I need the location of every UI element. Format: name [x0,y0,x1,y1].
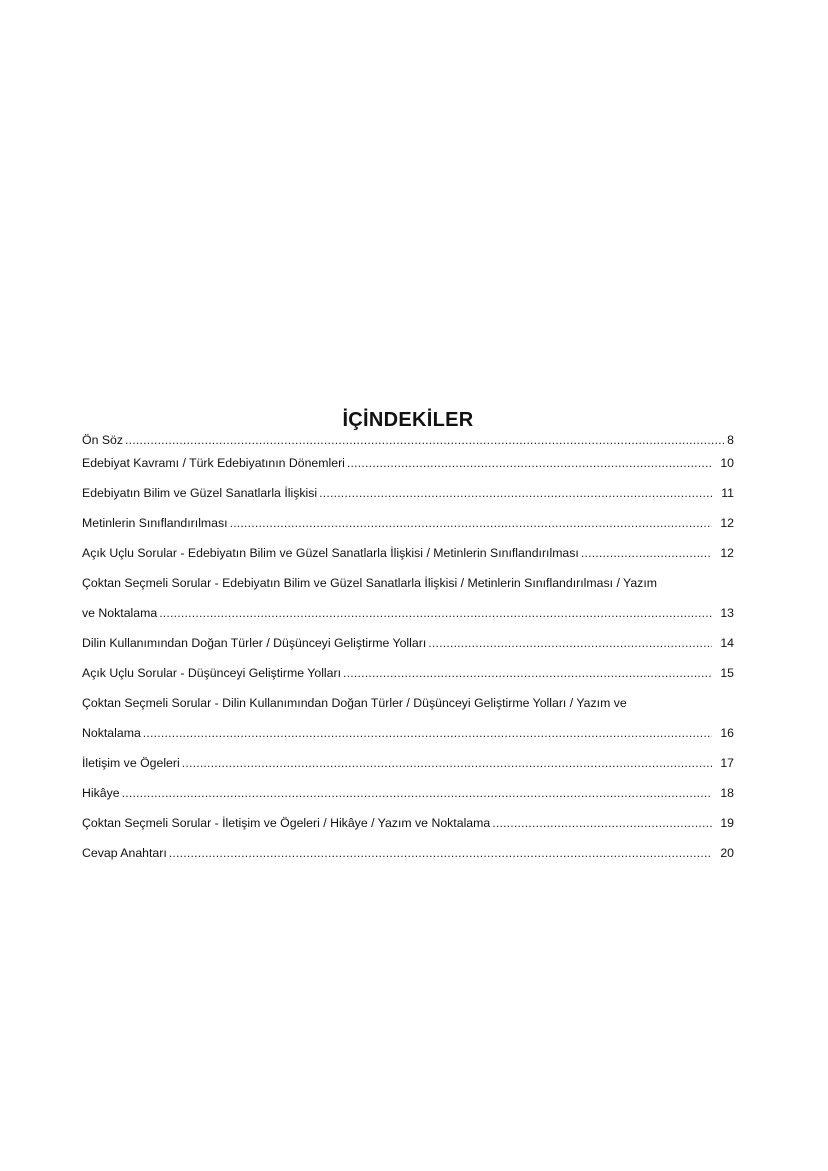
toc-entry-label: Edebiyat Kavramı / Türk Edebiyatının Dönemleri [82,456,345,470]
toc-entry-label: Noktalama [82,726,141,740]
toc-entry-cevap-anahtari[interactable] [82,838,734,868]
toc-entry-bilim-guzel-sanatlar[interactable] [82,478,734,508]
dot-leader [169,838,712,868]
toc-entry-page: 20 [720,846,734,860]
toc-entry-label: Açık Uçlu Sorular - Edebiyatın Bilim ve Güzel Sanatlarla İlişkisi / Metinlerin Sınıflandırılması [82,546,579,560]
toc-entry-page: 15 [720,666,734,680]
toc-entry-page: 10 [720,456,734,470]
toc-entry-page: 19 [720,816,734,830]
dot-leader [159,598,712,628]
toc-entry-on-soz[interactable] [82,432,734,448]
toc-entry-page: 17 [720,756,734,770]
toc-entry-coktan-secmeli-2[interactable] [82,688,734,748]
toc-entry-label: Metinlerin Sınıflandırılması [82,516,228,530]
toc-entry-page: 13 [720,606,734,620]
toc-entry-coktan-secmeli-3[interactable] [82,808,734,838]
dot-leader [319,478,712,508]
toc-entry-page: 14 [720,636,734,650]
dot-leader [581,538,712,568]
dot-leader [182,748,712,778]
toc-entry-label-line1: Çoktan Seçmeli Sorular - Dilin Kullanımından Doğan Türler / Düşünceyi Geliştirme Yolları / Yazım ve [82,696,627,710]
toc-entry-label-line1: Çoktan Seçmeli Sorular - Edebiyatın Bilim ve Güzel Sanatlarla İlişkisi / Metinlerin Sınıflandırılması / Yazım [82,576,657,590]
dot-leader [428,628,712,658]
toc-entry-label: ve Noktalama [82,606,158,620]
toc-title: İÇİNDEKİLER [342,409,474,431]
toc-entry-iletisim[interactable] [82,748,734,778]
toc-entry-page: 12 [720,516,734,530]
toc-entry-label: Cevap Anahtarı [82,846,167,860]
dot-leader [230,508,712,538]
dot-leader [122,778,712,808]
dot-leader [492,808,712,838]
toc-entry-label: Hikâye [82,786,120,800]
dot-leader [125,432,724,448]
toc-entry-page: 11 [721,486,734,500]
toc-entry-edebiyat-kavrami[interactable] [82,448,734,478]
table-of-contents [82,408,734,868]
toc-entry-page: 16 [720,726,734,740]
toc-entry-label: Çoktan Seçmeli Sorular - İletişim ve Ögeleri / Hikâye / Yazım ve Noktalama [82,816,491,830]
toc-entry-acik-uclu-1[interactable] [82,538,734,568]
dot-leader [343,658,712,688]
dot-leader [143,718,712,748]
toc-entry-label: İletişim ve Ögeleri [82,756,180,770]
toc-entry-label: Edebiyatın Bilim ve Güzel Sanatlarla İlişkisi [82,486,318,500]
toc-entry-page: 8 [727,433,734,447]
toc-entry-metinlerin-siniflandirilmasi[interactable] [82,508,734,538]
toc-entry-page: 12 [720,546,734,560]
toc-entry-acik-uclu-2[interactable] [82,658,734,688]
toc-entry-hikaye[interactable] [82,778,734,808]
dot-leader [347,448,712,478]
toc-entry-coktan-secmeli-1[interactable] [82,568,734,628]
toc-entry-label: Ön Söz [82,433,124,447]
toc-list [82,432,734,868]
toc-entry-dilin-kullanimi[interactable] [82,628,734,658]
toc-entry-page: 18 [720,786,734,800]
toc-entry-label: Dilin Kullanımından Doğan Türler / Düşünceyi Geliştirme Yolları [82,636,427,650]
toc-entry-label: Açık Uçlu Sorular - Düşünceyi Geliştirme Yolları [82,666,342,680]
